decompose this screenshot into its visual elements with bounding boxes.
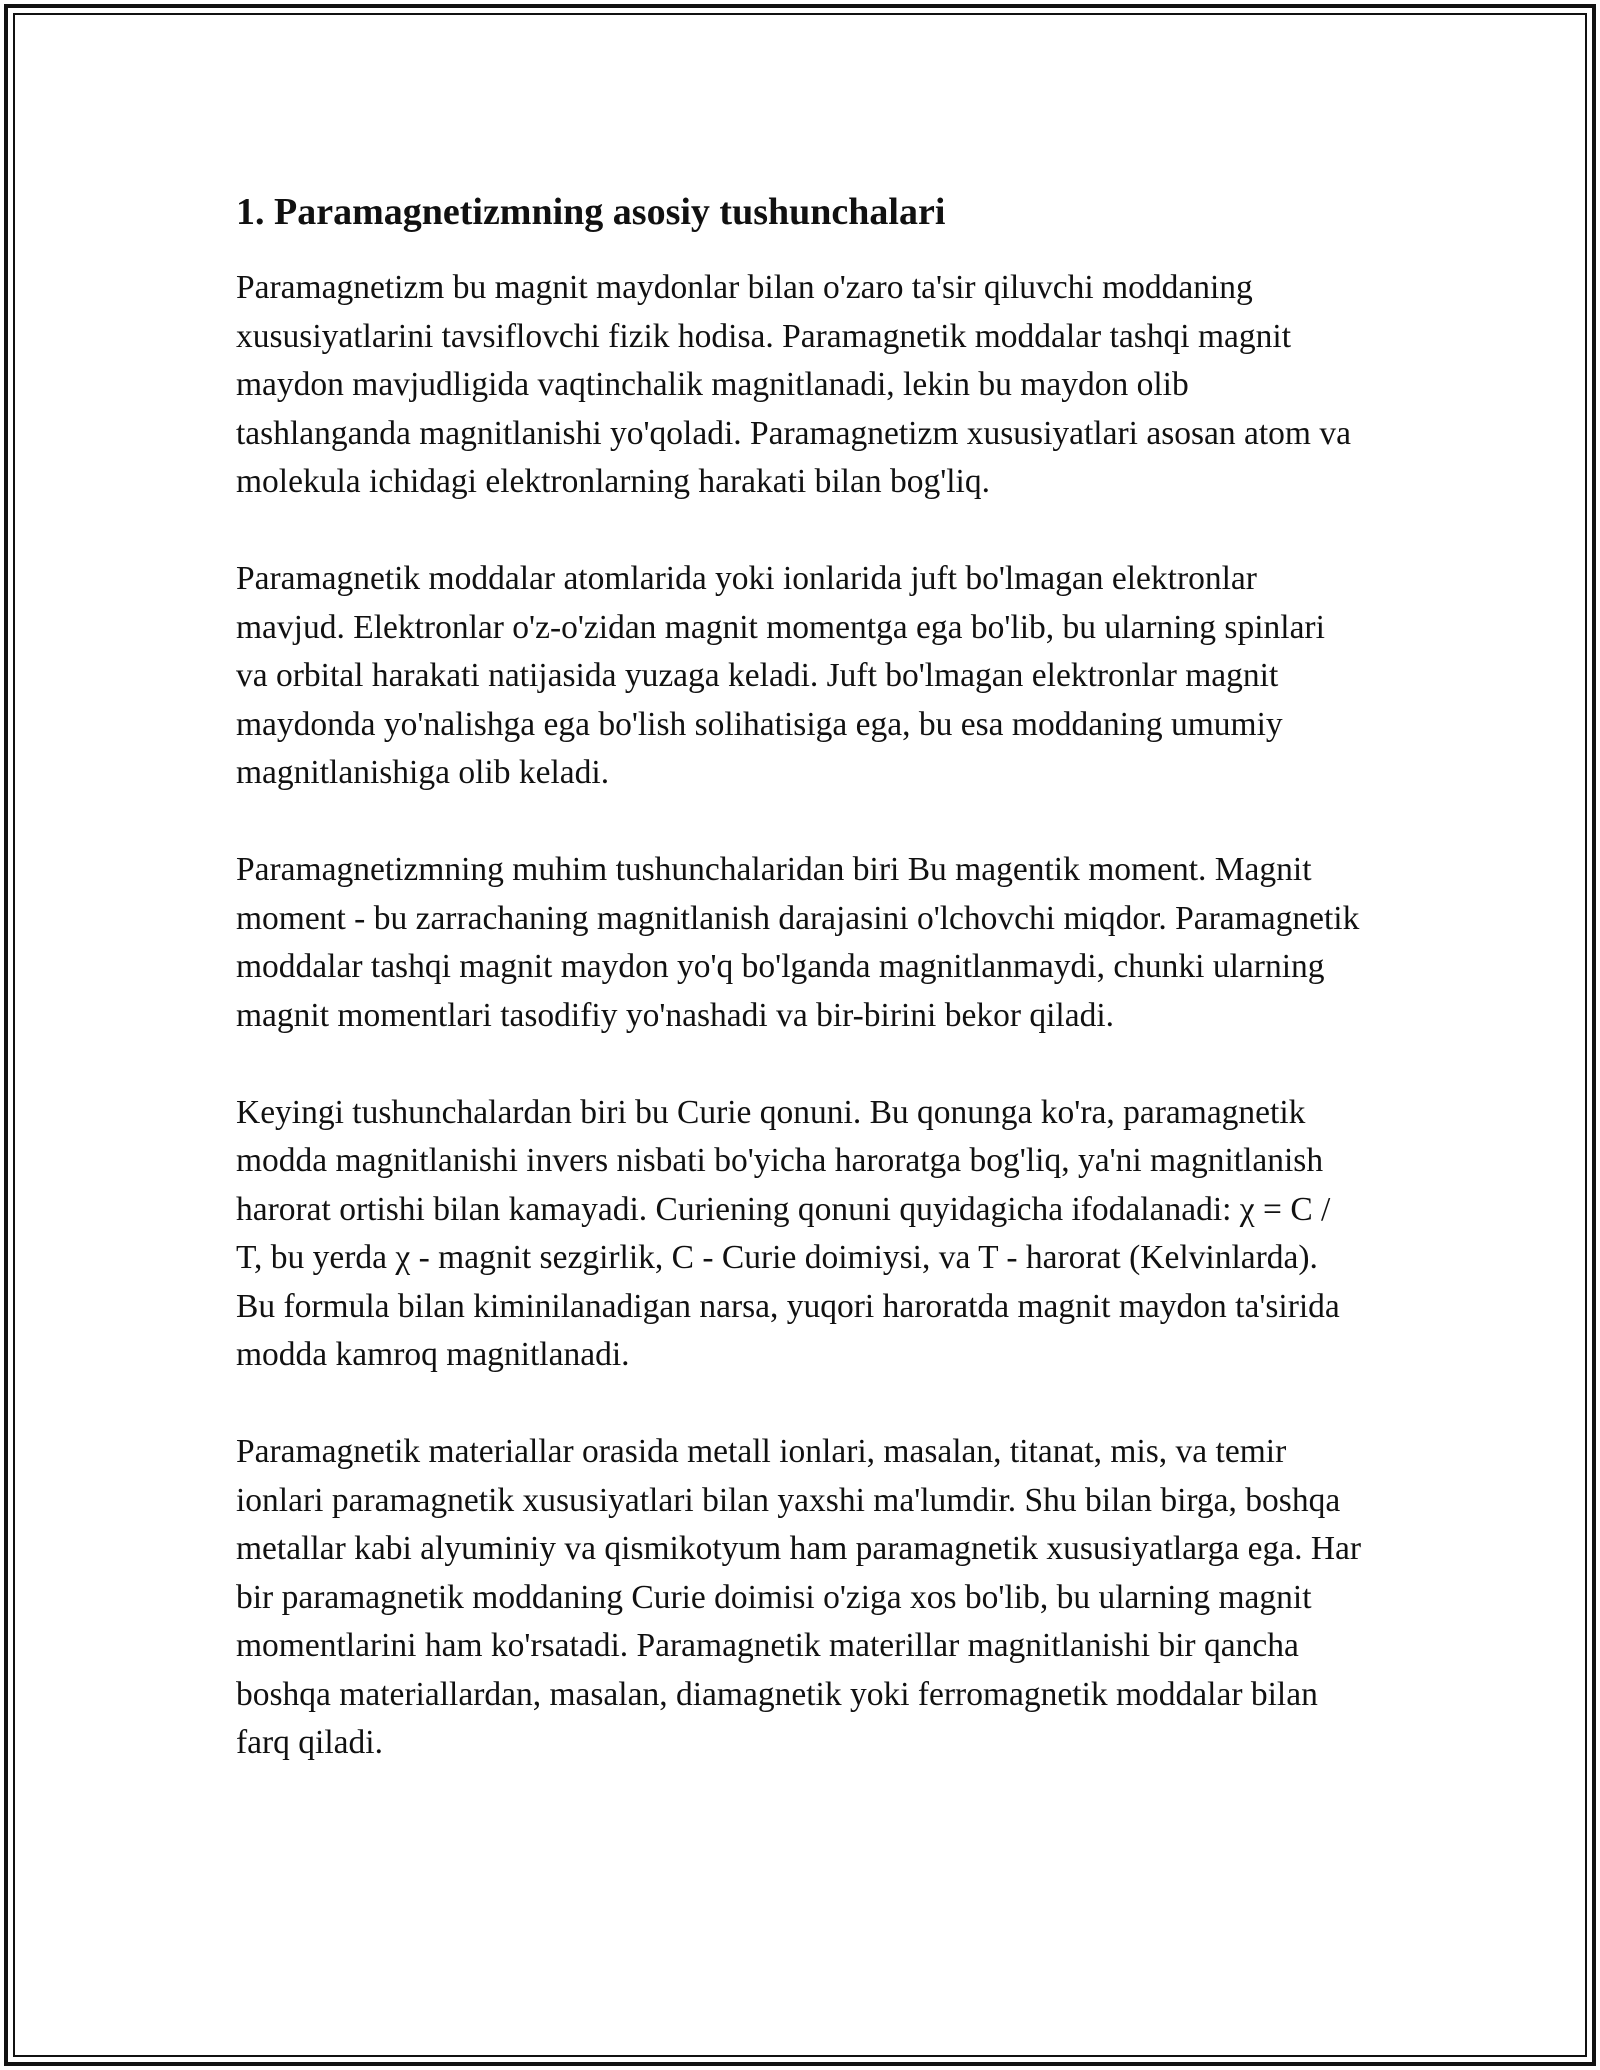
- document-body: [236, 186, 1364, 1816]
- paragraph-curie-law: Keyingi tushunchalardan biri bu Curie qonuni. Bu qonunga ko'ra, paramagnetik modda magnitlanishi invers nisbati bo'yicha haroratga bog'liq, ya'ni magnitlanish harorat ortishi bilan kamayadi. Curiening qonuni quyidagicha ifodalanadi: χ = C / T, bu yerda χ - magnit sezgirlik, C - Curie doimiysi, va T - harorat (Kelvinlarda). Bu formula bilan kiminilanadigan narsa, yuqori haroratda magnit maydon ta'sirida modda kamroq magnitlanadi.: [236, 1093, 1340, 1373]
- paragraph-unpaired-electrons: Paramagnetik moddalar atomlarida yoki ionlarida juft bo'lmagan elektronlar mavjud. Elektronlar o'z-o'zidan magnit momentga ega bo'lib, bu ularning spinlari va orbital harakati natijasida yuzaga keladi. Juft bo'lmagan elektronlar magnit maydonda yo'nalishga ega bo'lish solihatisiga ega, bu esa moddaning umumiy magnitlanishiga olib keladi.: [236, 560, 1325, 791]
- paragraph-materials: Paramagnetik materiallar orasida metall ionlari, masalan, titanat, mis, va temir ionlari paramagnetik xususiyatlari bilan yaxshi ma'lumdir. Shu bilan birga, boshqa metallar kabi alyuminiy va qismikotyum ham paramagnetik xususiyatlarga ega. Har bir paramagnetik moddaning Curie doimisi o'ziga xos bo'lib, bu ularning magnit momentlarini ham ko'rsatadi. Paramagnetik materillar magnitlanishi bir qancha boshqa materiallardan, masalan, diamagnetik yoki ferromagnetik moddalar bilan farq qiladi.: [236, 1433, 1362, 1761]
- section-heading: 1. Paramagnetizmning asosiy tushunchalari: [236, 191, 946, 233]
- paragraph-intro: Paramagnetizm bu magnit maydonlar bilan o'zaro ta'sir qiluvchi moddaning xususiyatlarini tavsiflovchi fizik hodisa. Paramagnetik moddalar tashqi magnit maydon mavjudligida vaqtinchalik magnitlanadi, lekin bu maydon olib tashlanganda magnitlanishi yo'qoladi. Paramagnetizm xususiyatlari asosan atom va molekula ichidagi elektronlarning harakati bilan bog'liq.: [236, 269, 1351, 500]
- paragraph-magnetic-moment: Paramagnetizmning muhim tushunchalaridan biri Bu magentik moment. Magnit moment - bu zarrachaning magnitlanish darajasini o'lchovchi miqdor. Paramagnetik moddalar tashqi magnit maydon yo'q bo'lganda magnitlanmaydi, chunki ularning magnit momentlari tasodifiy yo'nashadi va bir-birini bekor qiladi.: [236, 851, 1360, 1034]
